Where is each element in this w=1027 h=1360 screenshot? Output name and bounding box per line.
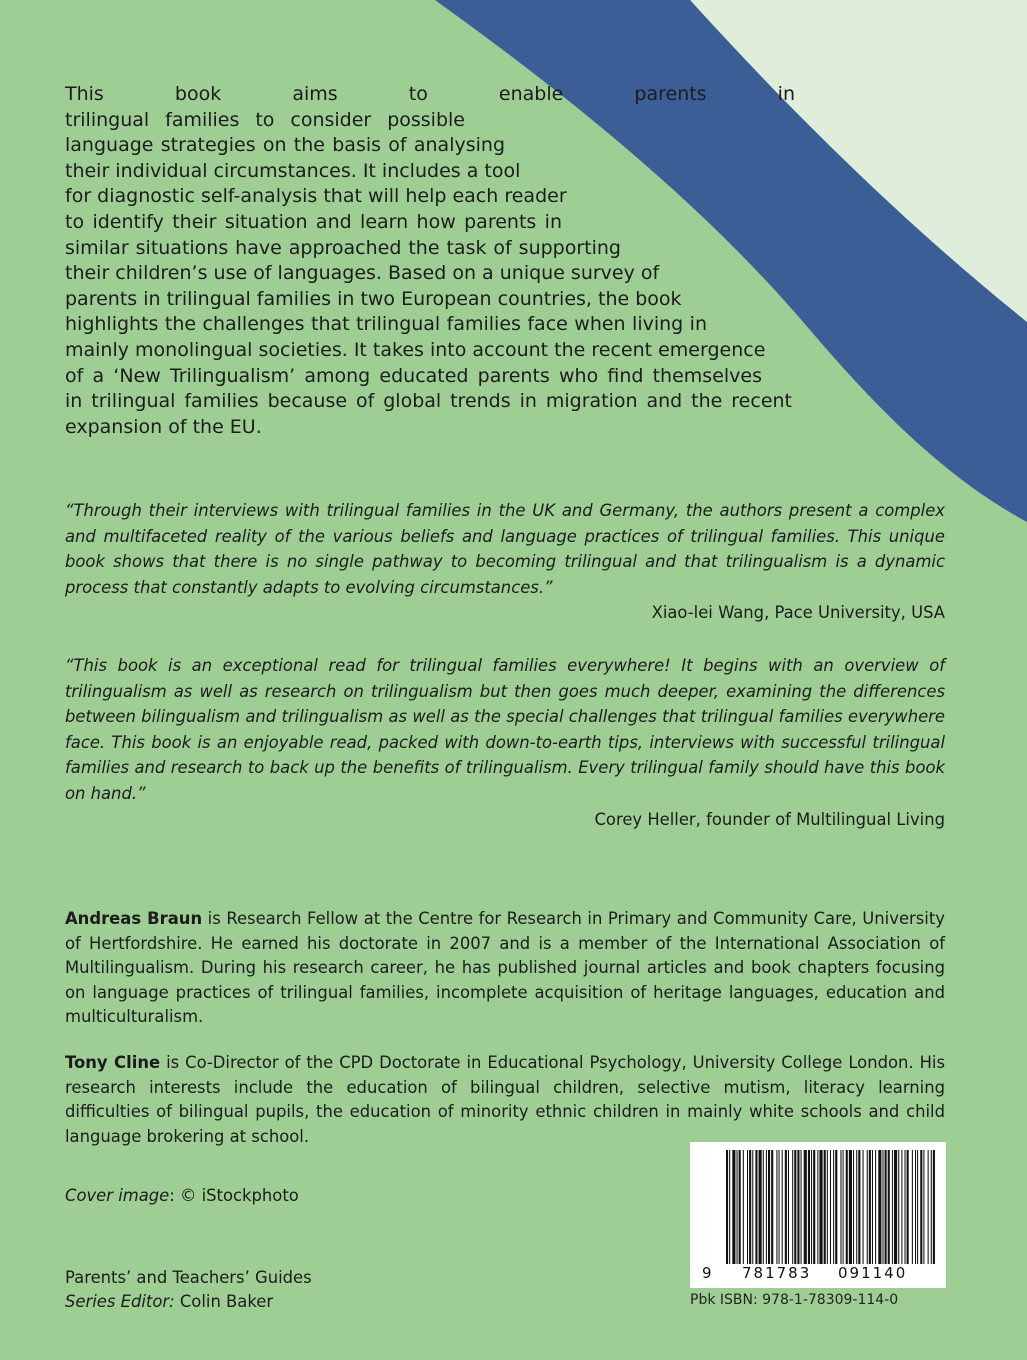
series-info — [65, 1266, 312, 1314]
barcode-bar — [888, 1150, 890, 1264]
barcode-bar — [763, 1150, 764, 1264]
barcode-bar — [729, 1150, 730, 1264]
barcode-digits-right: 091140 — [838, 1264, 908, 1282]
barcode — [690, 1142, 946, 1288]
barcode-bar — [785, 1150, 787, 1264]
barcode-bar — [905, 1150, 906, 1264]
barcode-bar — [782, 1150, 783, 1264]
barcode-bar — [739, 1150, 741, 1264]
barcode-bar — [776, 1150, 777, 1264]
barcode-bar — [907, 1150, 909, 1264]
quote-text: “This book is an exceptional read for trilingual families everywhere! It begins with an overview of trilingualism as well as research on trilingualism but then goes much deeper, examining the differences between bilingualism and trilingualism as well as the special challenges that trilingual families everywhere face. This book is an enjoyable read, packed with down-to-earth tips, interviews with successful trilingual families and research to back up the benefits of trilingualism. Every trilingual family should have this book on hand.” — [65, 656, 945, 803]
isbn-text: Pbk ISBN: 978-1-78309-114-0 — [690, 1292, 899, 1308]
review-quote-2 — [65, 653, 945, 832]
barcode-bar — [779, 1150, 780, 1264]
barcode-bar — [801, 1150, 802, 1264]
barcode-bar — [912, 1150, 913, 1264]
barcode-bar — [726, 1150, 728, 1264]
barcode-bar — [846, 1150, 848, 1264]
intro-line: This book aims to enable parents in — [65, 83, 795, 105]
barcode-bar — [743, 1150, 744, 1264]
barcode-bar — [863, 1150, 864, 1264]
barcode-bar — [892, 1150, 893, 1264]
barcode-bar — [749, 1150, 751, 1264]
intro-line: in trilingual families because of global trends in migration and the recent — [65, 390, 792, 413]
barcode-bar — [869, 1150, 871, 1264]
author-bio-1 — [65, 907, 945, 1030]
intro-line: parents in trilingual families in two European countries, the book — [65, 287, 682, 310]
review-quote-1 — [65, 498, 945, 626]
barcode-bar — [759, 1150, 762, 1264]
intro-line: trilingual families to consider possible — [65, 108, 465, 131]
barcode-bar — [931, 1150, 932, 1264]
intro-paragraph — [65, 82, 795, 440]
barcode-bar — [804, 1150, 807, 1264]
author-bio-2 — [65, 1051, 945, 1149]
barcode-bar — [901, 1150, 902, 1264]
barcode-bar — [915, 1150, 916, 1264]
barcode-bar — [894, 1150, 897, 1264]
barcode-bar — [858, 1150, 860, 1264]
barcode-bar — [752, 1150, 753, 1264]
barcode-bar — [737, 1150, 738, 1264]
barcode-bar — [819, 1150, 822, 1264]
author-name: Tony Cline — [65, 1053, 161, 1072]
barcode-bar — [920, 1150, 922, 1264]
barcode-bar — [817, 1150, 818, 1264]
barcode-digits — [690, 1262, 946, 1286]
series-editor — [65, 1290, 312, 1314]
intro-line: their children’s use of languages. Based on a unique survey of — [65, 262, 660, 285]
intro-line: language strategies on the basis of analysing — [65, 134, 505, 157]
intro-line: for diagnostic self-analysis that will help each reader — [65, 185, 567, 208]
barcode-bar — [771, 1150, 773, 1264]
series-name: Parents’ and Teachers’ Guides — [65, 1268, 312, 1287]
intro-line: expansion of the EU. — [65, 415, 262, 438]
barcode-bar — [766, 1150, 767, 1264]
barcode-bar — [747, 1150, 748, 1264]
barcode-bar — [827, 1150, 828, 1264]
barcode-bar — [768, 1150, 770, 1264]
barcode-bar — [732, 1150, 735, 1264]
barcode-bar — [923, 1150, 924, 1264]
barcode-bar — [872, 1150, 873, 1264]
intro-line: of a ‘New Trilingualism’ among educated parents who find themselves — [65, 364, 762, 387]
barcode-bar — [928, 1150, 929, 1264]
barcode-bar — [933, 1150, 935, 1264]
barcode-bar — [849, 1150, 852, 1264]
cover-credit-label: Cover image — [65, 1186, 170, 1205]
series-editor-name: Colin Baker — [174, 1292, 274, 1311]
barcode-bar — [755, 1150, 757, 1264]
author-bio-text: is Co-Director of the CPD Doctorate in Educational Psychology, University College London. His research interests include the education of bilingual children, selective mutism, literacy learning difficulties of bilingual pupils, the education of minority ethnic children in mainly white schools and child language brokering at school. — [65, 1053, 946, 1146]
barcode-bar — [885, 1150, 887, 1264]
quote-text: “Through their interviews with trilingual families in the UK and Germany, the authors present a complex and multifaceted reality of the various beliefs and language practices of trilingual families. This unique book shows that there is no single pathway to becoming trilingual and that trilingualism is a dynamic process that constantly adapts to evolving circumstances.” — [65, 501, 945, 597]
intro-line: similar situations have approached the task of supporting — [65, 236, 621, 259]
barcode-bar — [843, 1150, 844, 1264]
barcode-bar — [917, 1150, 918, 1264]
barcode-bar — [840, 1150, 841, 1264]
barcode-bar — [792, 1150, 793, 1264]
intro-line: mainly monolingual societies. It takes into account the recent emergence — [65, 338, 766, 361]
barcode-digits-left: 781783 — [742, 1264, 812, 1282]
barcode-bar — [797, 1150, 799, 1264]
barcode-bar — [830, 1150, 831, 1264]
barcode-bar — [853, 1150, 854, 1264]
barcode-bar — [788, 1150, 789, 1264]
barcode-bar — [882, 1150, 883, 1264]
author-bio-text: is Research Fellow at the Centre for Research in Primary and Community Care, University of Hertfordshire. He earned his doctorate in 2007 and is a member of the International Association of Multilingualism. During his research career, he has published journal articles and book chapters focusing on language practices of trilingual families, incomplete acquisition of heritage languages, education and multiculturalism. — [65, 909, 945, 1026]
barcode-bars — [724, 1150, 938, 1264]
barcode-bar — [833, 1150, 834, 1264]
cover-image-credit — [65, 1186, 299, 1205]
series-editor-label: Series Editor: — [65, 1292, 175, 1311]
barcode-bar — [835, 1150, 837, 1264]
intro-line: their individual circumstances. It includes a tool — [65, 159, 521, 182]
barcode-bar — [794, 1150, 796, 1264]
quote-attribution: Xiao-lei Wang, Pace University, USA — [651, 603, 945, 623]
barcode-bar — [813, 1150, 815, 1264]
intro-line: highlights the challenges that trilingual families face when living in — [65, 313, 707, 336]
intro-line: to identify their situation and learn how parents in — [65, 210, 562, 233]
barcode-bar — [808, 1150, 810, 1264]
cover-credit-value: : © iStockphoto — [169, 1186, 299, 1205]
barcode-bar — [878, 1150, 881, 1264]
barcode-bar — [875, 1150, 876, 1264]
barcode-digit-first: 9 — [702, 1264, 712, 1282]
barcode-bar — [856, 1150, 857, 1264]
author-name: Andreas Braun — [65, 909, 203, 928]
quote-attribution: Corey Heller, founder of Multilingual Living — [594, 809, 945, 829]
barcode-bar — [824, 1150, 826, 1264]
barcode-bar — [898, 1150, 899, 1264]
barcode-bar — [867, 1150, 868, 1264]
barcode-bar — [811, 1150, 812, 1264]
